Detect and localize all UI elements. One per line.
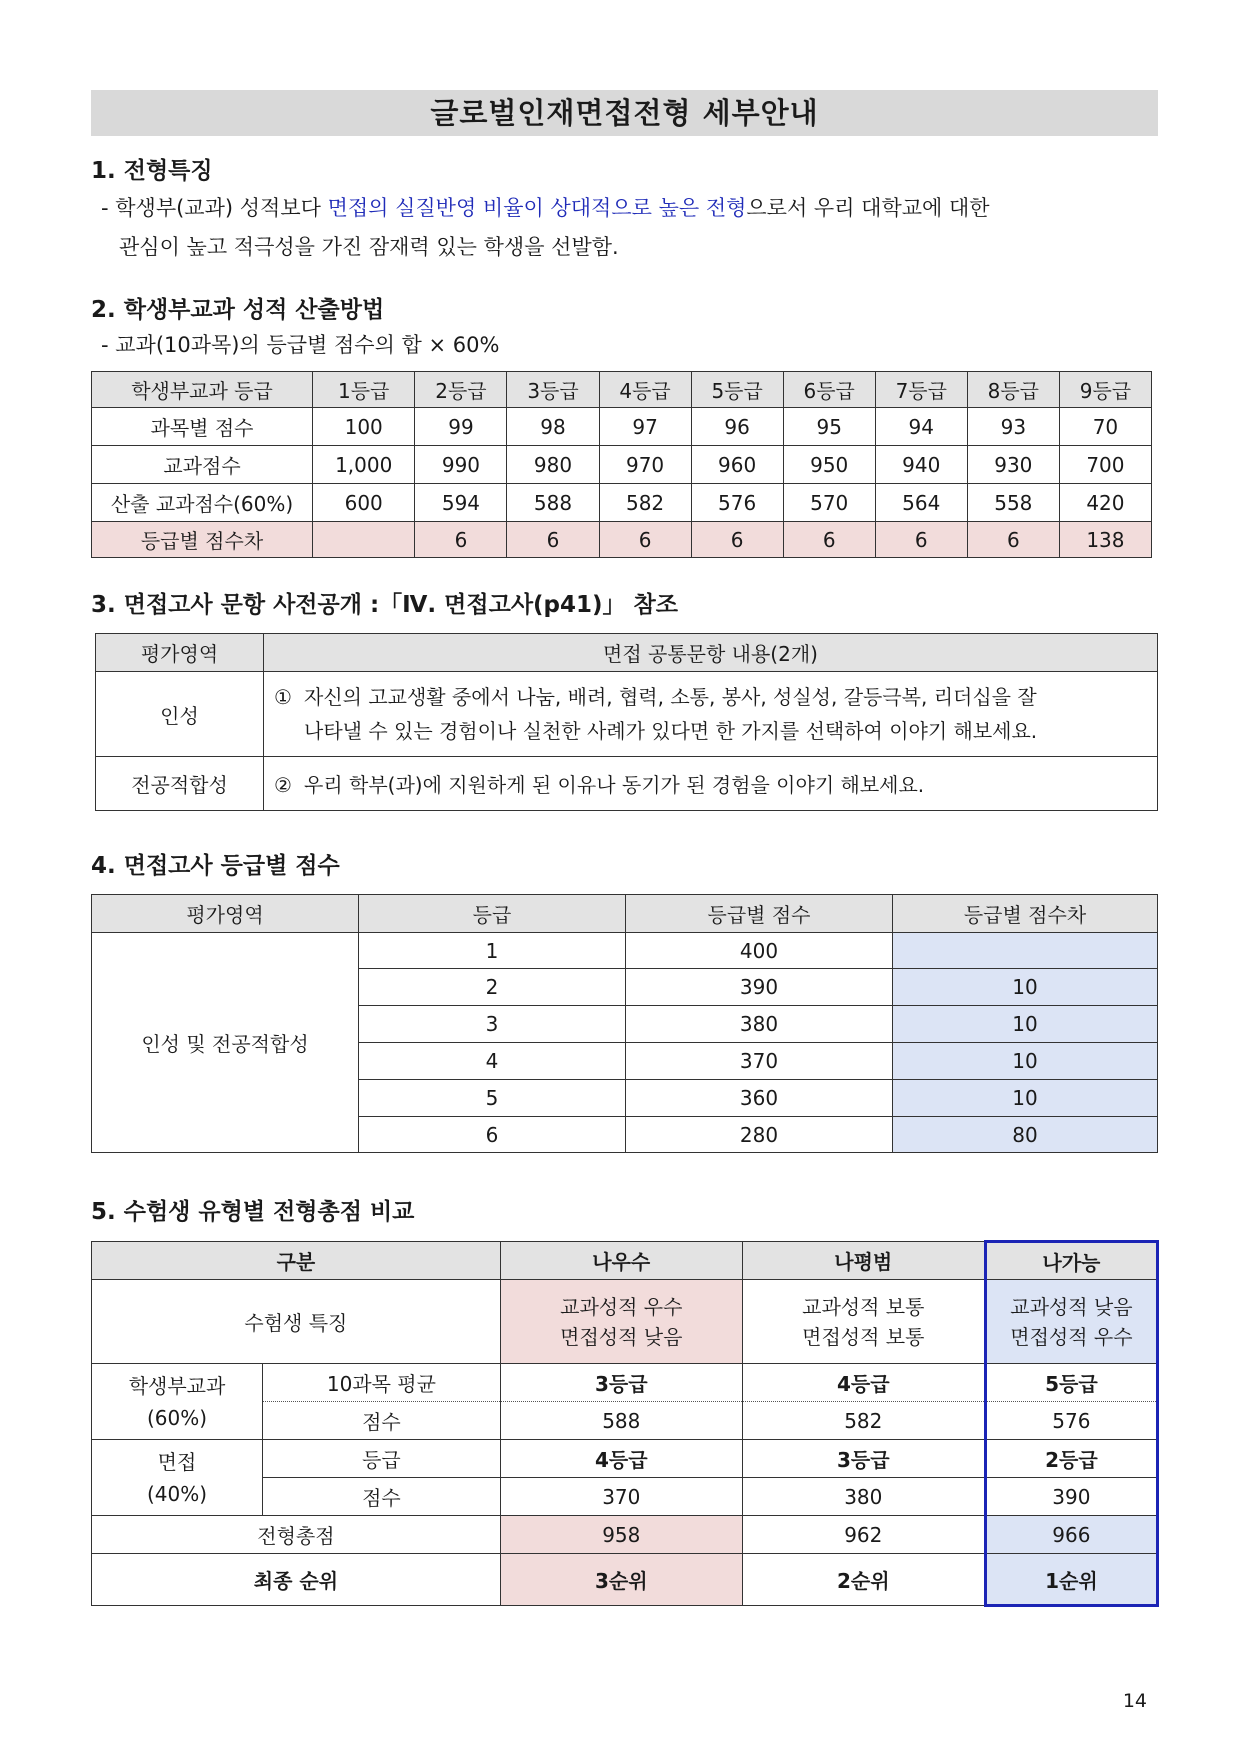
grade-header: 4등급 [599,372,691,408]
diff-cell [893,933,1158,969]
group-label [92,1364,263,1440]
cell: 700 [1059,446,1151,484]
cell: 594 [415,484,507,522]
text-post: 으로서 우리 대학교에 대한 [746,196,990,220]
cell: 70 [1059,408,1151,446]
trait-cell [742,1280,985,1364]
grade-header: 8등급 [967,372,1059,408]
grade-header: 1등급 [313,372,415,408]
cell: 99 [415,408,507,446]
trait-line: 교과성적 낮음 [1010,1294,1133,1319]
table-row [92,484,1152,522]
header-cell: 평가영역 [92,895,359,933]
section-2-heading: 2. 학생부교과 성적 산출방법 [91,297,385,323]
header-cell: 구분 [92,1242,501,1280]
total-cell: 958 [500,1516,742,1554]
header-cell: 등급별 점수차 [893,895,1158,933]
table-header-row [92,372,1152,408]
value-cell: 3등급 [742,1440,985,1478]
header-cell: 나우수 [500,1242,742,1280]
table-header-row [92,1242,1158,1280]
header-cell: 등급 [359,895,626,933]
value-cell: 5등급 [985,1364,1157,1402]
trait-cell [985,1280,1157,1364]
cell: 6 [967,522,1059,558]
question-text [304,680,1037,748]
cell: 570 [783,484,875,522]
cell: 980 [507,446,599,484]
table-row [96,672,1158,757]
diff-cell: 10 [893,1043,1158,1080]
cell: 970 [599,446,691,484]
value-cell: 588 [500,1402,742,1440]
header-cell: 나평범 [742,1242,985,1280]
diff-cell: 10 [893,1006,1158,1043]
trait-line: 면접성적 낮음 [560,1324,683,1349]
section-2-note: - 교과(10과목)의 등급별 점수의 합 × 60% [101,333,500,357]
cell: 582 [599,484,691,522]
value-cell: 4등급 [742,1364,985,1402]
group-label-line: 학생부교과 [128,1373,226,1398]
diff-cell: 80 [893,1117,1158,1153]
trait-line: 교과성적 보통 [802,1294,925,1319]
cell: 95 [783,408,875,446]
cell: 6 [415,522,507,558]
sub-label: 점수 [263,1478,501,1516]
question-cell [264,672,1158,757]
trait-cell [500,1280,742,1364]
question-line: 나타낼 수 있는 경험이나 실천한 사례가 있다면 한 가지를 선택하여 이야기 해보세요. [304,719,1038,743]
table-row [92,1280,1158,1364]
cell: 588 [507,484,599,522]
score-cell: 370 [626,1043,893,1080]
rank-cell: 2순위 [742,1554,985,1606]
grade-cell: 6 [359,1117,626,1153]
cell: 1,000 [313,446,415,484]
row-label: 등급별 점수차 [92,522,313,558]
cell: 96 [691,408,783,446]
diff-cell: 10 [893,969,1158,1006]
value-cell: 4등급 [500,1440,742,1478]
cell: 558 [967,484,1059,522]
sub-label: 등급 [263,1440,501,1478]
group-label [92,1440,263,1516]
area-cell: 전공적합성 [96,757,264,811]
row-label: 교과점수 [92,446,313,484]
cell: 600 [313,484,415,522]
header-cell: 나가능 [985,1242,1157,1280]
total-cell: 966 [985,1516,1157,1554]
table-row [96,757,1158,811]
question-line: 자신의 고교생활 중에서 나눔, 배려, 협력, 소통, 봉사, 성실성, 갈등극복, 리더십을 잘 [304,685,1037,709]
header-label: 학생부교과 등급 [92,372,313,408]
trait-line: 교과성적 우수 [560,1294,683,1319]
area-cell: 인성 [96,672,264,757]
grade-header: 3등급 [507,372,599,408]
grade-header: 7등급 [875,372,967,408]
table-row [92,408,1152,446]
applicant-comparison-table [91,1240,1159,1607]
interview-grade-table [91,894,1158,1153]
question-marker: ② [274,773,292,797]
score-cell: 400 [626,933,893,969]
text-pre: - 학생부(교과) 성적보다 [101,196,328,220]
cell: 138 [1059,522,1151,558]
row-label: 수험생 특징 [92,1280,501,1364]
grade-cell: 4 [359,1043,626,1080]
cell [313,522,415,558]
question-1 [274,680,1147,748]
section-5-heading: 5. 수험생 유형별 전형총점 비교 [91,1199,415,1225]
diff-cell: 10 [893,1080,1158,1117]
total-cell: 962 [742,1516,985,1554]
value-cell: 3등급 [500,1364,742,1402]
value-cell: 576 [985,1402,1157,1440]
value-cell: 2등급 [985,1440,1157,1478]
table-row [92,446,1152,484]
table-row [92,1364,1158,1402]
table-header-row [96,634,1158,672]
grade-score-table [91,371,1152,558]
cell: 6 [599,522,691,558]
cell: 576 [691,484,783,522]
cell: 97 [599,408,691,446]
question-cell [264,757,1158,811]
cell: 98 [507,408,599,446]
cell: 960 [691,446,783,484]
cell: 950 [783,446,875,484]
sub-label: 점수 [263,1402,501,1440]
score-cell: 280 [626,1117,893,1153]
group-label-line: 면접 [157,1449,197,1474]
grade-cell: 2 [359,969,626,1006]
interview-question-table [95,633,1158,811]
table-row [92,1516,1158,1554]
question-marker: ① [274,685,292,709]
highlight-text: 면접의 실질반영 비율이 상대적으로 높은 전형 [327,196,747,220]
cell: 930 [967,446,1059,484]
table-row [92,1440,1158,1478]
diff-row [92,522,1152,558]
row-label: 전형총점 [92,1516,501,1554]
value-cell: 370 [500,1478,742,1516]
page-title: 글로벌인재면접전형 세부안내 [91,90,1158,136]
trait-line: 면접성적 보통 [802,1324,925,1349]
paragraph-line-1 [101,189,1158,228]
rank-cell: 1순위 [985,1554,1157,1606]
section-1-heading: 1. 전형특징 [91,158,213,184]
header-area: 평가영역 [96,634,264,672]
page-number: 14 [1122,1690,1147,1712]
cell: 940 [875,446,967,484]
score-cell: 360 [626,1080,893,1117]
cell: 6 [691,522,783,558]
cell: 6 [875,522,967,558]
table-header-row [92,895,1158,933]
cell: 6 [507,522,599,558]
question-text: 우리 학부(과)에 지원하게 된 이유나 동기가 된 경험을 이야기 해보세요. [304,773,925,797]
section-3-heading: 3. 면접고사 문항 사전공개 :「Ⅳ. 면접고사(p41)」 참조 [91,592,678,618]
cell: 564 [875,484,967,522]
header-content: 면접 공통문항 내용(2개) [264,634,1158,672]
cell: 94 [875,408,967,446]
section-4-heading: 4. 면접고사 등급별 점수 [91,853,340,879]
grade-header: 2등급 [415,372,507,408]
area-cell: 인성 및 전공적합성 [92,933,359,1153]
table-row [92,1554,1158,1606]
grade-cell: 5 [359,1080,626,1117]
group-label-line: (40%) [146,1481,208,1506]
cell: 100 [313,408,415,446]
header-cell: 등급별 점수 [626,895,893,933]
grade-header: 9등급 [1059,372,1151,408]
section-1-paragraph [91,189,1158,267]
rank-cell: 3순위 [500,1554,742,1606]
grade-header: 6등급 [783,372,875,408]
score-cell: 380 [626,1006,893,1043]
grade-header: 5등급 [691,372,783,408]
score-cell: 390 [626,969,893,1006]
paragraph-line-2: 관심이 높고 적극성을 가진 잠재력 있는 학생을 선발함. [119,235,619,259]
group-label-line: (60%) [146,1405,208,1430]
cell: 6 [783,522,875,558]
trait-line: 면접성적 우수 [1010,1324,1133,1349]
cell: 93 [967,408,1059,446]
sub-label: 10과목 평균 [263,1364,501,1402]
row-label: 산출 교과점수(60%) [92,484,313,522]
document-page [91,90,1158,1607]
grade-cell: 1 [359,933,626,969]
row-label: 과목별 점수 [92,408,313,446]
table-row [92,933,1158,969]
value-cell: 390 [985,1478,1157,1516]
cell: 990 [415,446,507,484]
grade-cell: 3 [359,1006,626,1043]
row-label: 최종 순위 [92,1554,501,1606]
value-cell: 582 [742,1402,985,1440]
value-cell: 380 [742,1478,985,1516]
cell: 420 [1059,484,1151,522]
